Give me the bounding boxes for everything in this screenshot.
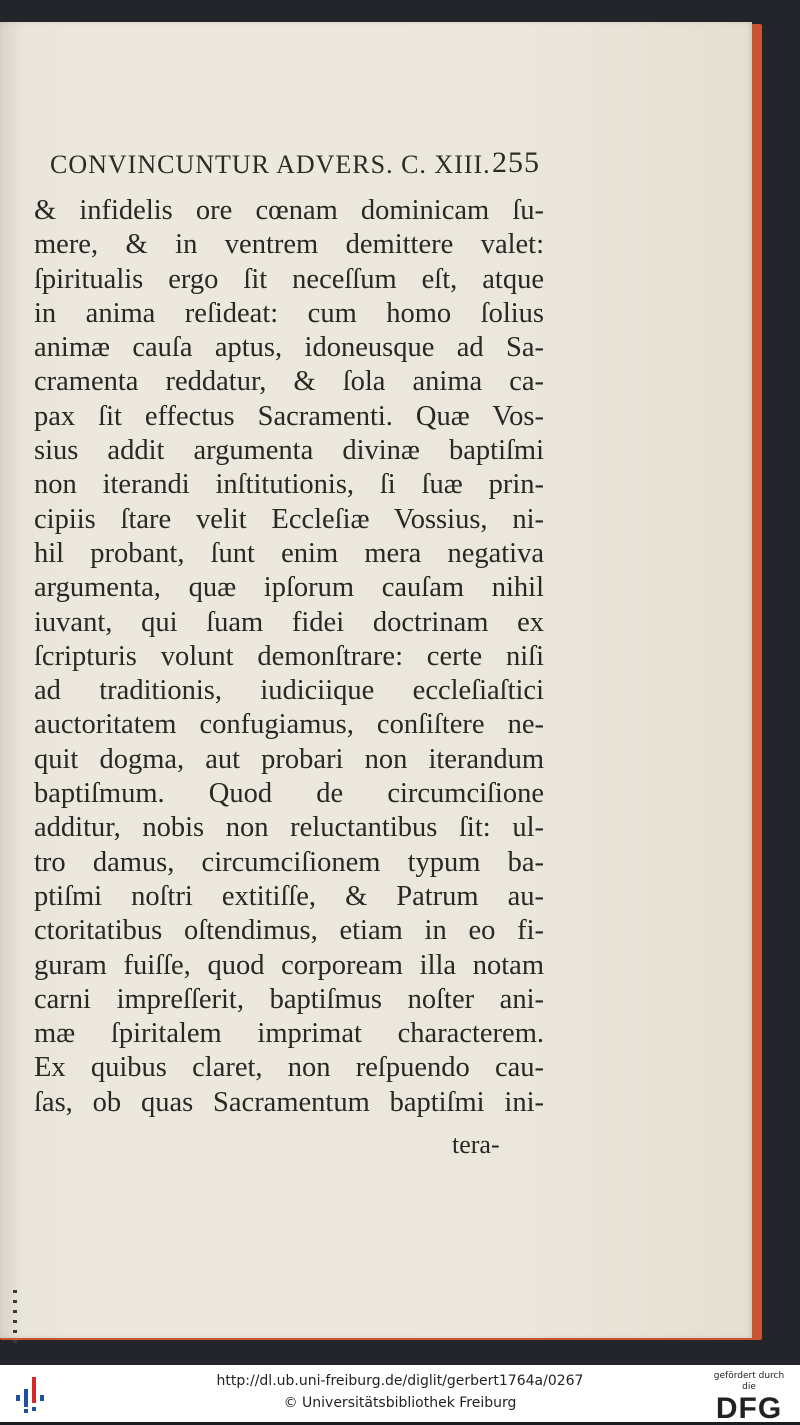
scanned-page (0, 22, 752, 1338)
text-line: argumenta, quæ ipſorum cauſam nihil (34, 572, 544, 604)
text-line: sius addit argumenta divinæ baptiſmi (34, 435, 544, 467)
text-line: tro damus, circumciſionem typum ba- (34, 846, 544, 878)
text-line: guram fuiſſe, quod corpoream illa notam (34, 949, 544, 981)
dfg-logo[interactable] (706, 1371, 792, 1425)
text-line: mæ ſpiritalem imprimat characterem. (34, 1018, 544, 1050)
text-line: in anima reſideat: cum homo ſolius (34, 297, 544, 329)
text-line: non iterandi inſtitutionis, ſi ſuæ prin- (34, 469, 544, 501)
text-line: Ex quibus claret, non reſpuendo cau- (34, 1052, 544, 1084)
copyright-notice: © Universitätsbibliothek Freiburg (283, 1395, 517, 1411)
text-line: auctoritatem confugiamus, conſiſtere ne- (34, 709, 544, 741)
text-line: ctoritatibus oſtendimus, etiam in eo fi- (34, 915, 544, 947)
text-line: animæ cauſa aptus, idoneusque ad Sa- (34, 332, 544, 364)
dfg-caption: gefördert durch die (713, 1371, 785, 1392)
text-line: cramenta reddatur, & ſola anima ca- (34, 366, 544, 398)
text-line: carni impreſſerit, baptiſmus noſter ani- (34, 983, 544, 1015)
text-line: iuvant, qui ſuam fidei doctrinam ex (34, 606, 544, 638)
text-line: ptiſmi noſtri extitiſſe, & Patrum au- (34, 880, 544, 912)
text-line: hil probant, ſunt enim mera negativa (34, 537, 544, 569)
body-text (34, 194, 544, 1120)
footer-bar (0, 1365, 800, 1425)
text-line: ſcripturis volunt demonſtrare: certe niſi (34, 640, 544, 672)
dfg-wordmark: DFG (715, 1392, 783, 1425)
permalink-url[interactable]: http://dl.ub.uni-freiburg.de/diglit/gerbert1764a/0267 (216, 1373, 584, 1389)
running-head (50, 146, 550, 190)
text-line: mere, & in ventrem demittere valet: (34, 229, 544, 261)
text-line: ſpiritualis ergo ſit neceſſum eſt, atque (34, 263, 544, 295)
running-head-title: CONVINCUNTUR ADVERS. C. XIII. (50, 150, 491, 179)
text-line: ad traditionis, iudiciique eccleſiaſtici (34, 675, 544, 707)
ruler-marks (13, 1290, 17, 1350)
text-line: ſas, ob quas Sacramentum baptiſmi ini- (34, 1086, 544, 1118)
text-line: additur, nobis non reluctantibus ſit: ul- (34, 812, 544, 844)
page-number: 255 (492, 146, 540, 179)
text-line: quit dogma, aut probari non iterandum (34, 743, 544, 775)
text-line: baptiſmum. Quod de circumciſione (34, 778, 544, 810)
text-line: cipiis ſtare velit Eccleſiæ Vossius, ni- (34, 503, 544, 535)
catchword: tera- (452, 1130, 500, 1159)
text-line: pax ſit effectus Sacramenti. Quæ Vos- (34, 400, 544, 432)
text-line: & infidelis ore cœnam dominicam ſu- (34, 195, 544, 226)
